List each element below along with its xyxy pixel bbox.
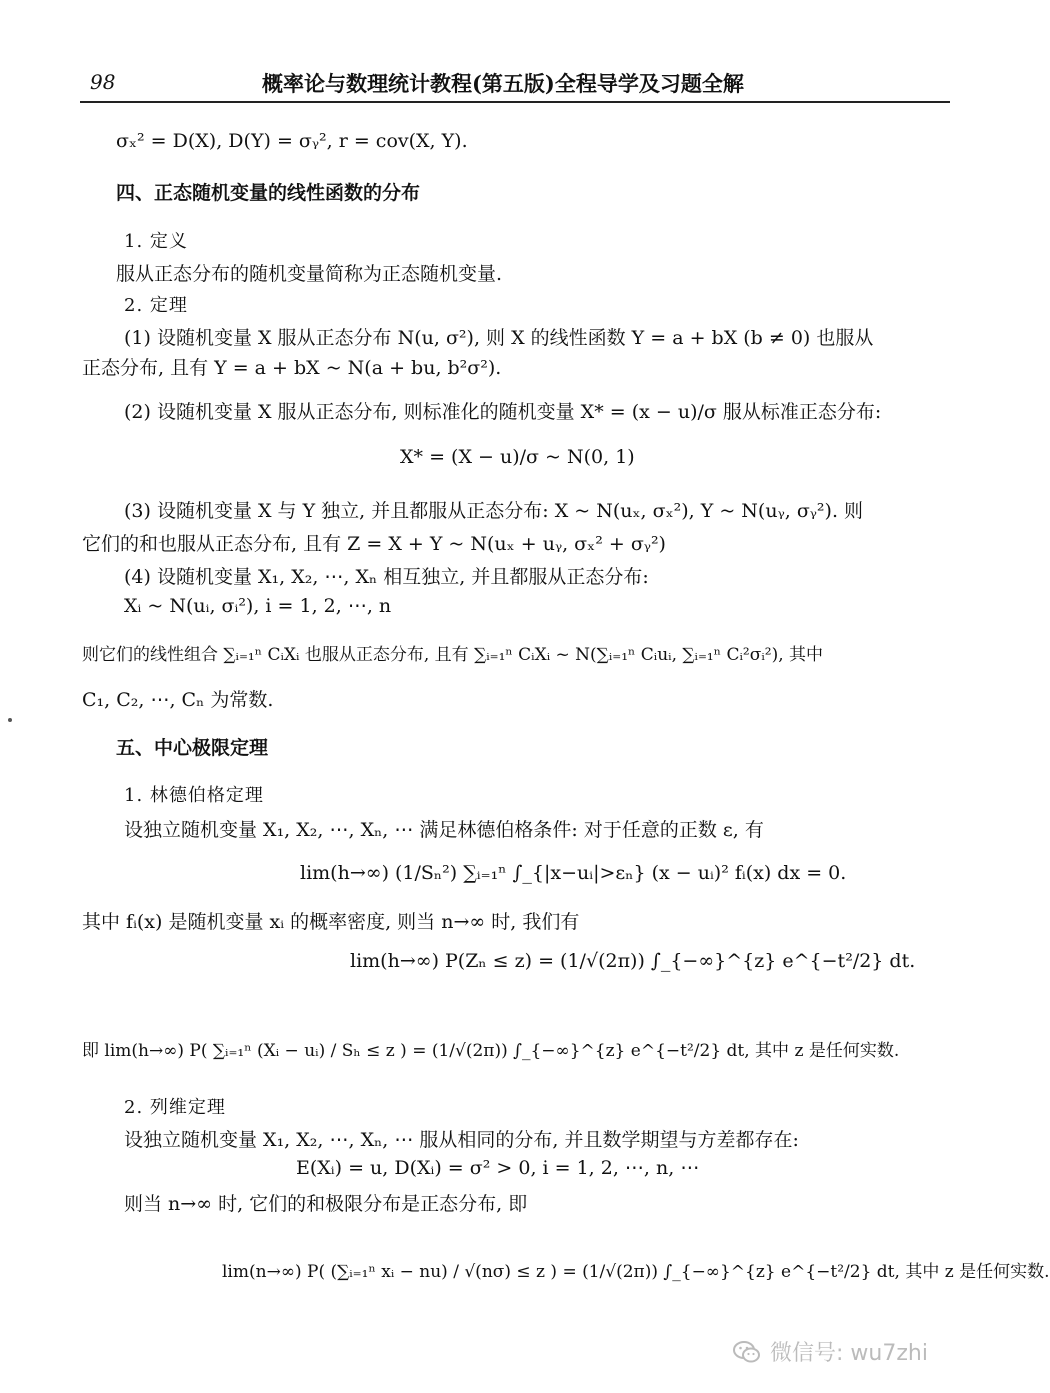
subsection-heading: 1. 定义	[124, 231, 188, 252]
subsection-heading: 1. 林德伯格定理	[124, 785, 264, 806]
paragraph-line: (2) 设随机变量 X 服从正态分布, 则标准化的随机变量 X* = (x − u)/σ 服从标准正态分布:	[124, 401, 882, 423]
display-equation: X* = (X − u)/σ ~ N(0, 1)	[400, 446, 635, 468]
paragraph-line: (1) 设随机变量 X 服从正态分布 N(u, σ²), 则 X 的线性函数 Y = a + bX (b ≠ 0) 也服从	[124, 327, 874, 349]
subsection-heading: 2. 定理	[124, 295, 188, 316]
display-equation: lim(h→∞) P(Zₙ ≤ z) = (1/√(2π)) ∫_{−∞}^{z} e^{−t²/2} dt.	[350, 950, 916, 972]
paragraph-line: C₁, C₂, ⋯, Cₙ 为常数.	[82, 689, 274, 711]
formula-line: σₓ² = D(X), D(Y) = σᵧ², r = cov(X, Y).	[116, 130, 468, 152]
paragraph-line: 服从正态分布的随机变量简称为正态随机变量.	[116, 263, 503, 285]
display-equation: E(Xᵢ) = u, D(Xᵢ) = σ² > 0, i = 1, 2, ⋯, n, ⋯	[296, 1157, 700, 1179]
paragraph-line: 它们的和也服从正态分布, 且有 Z = X + Y ~ N(uₓ + uᵧ, σₓ² + σᵧ²)	[82, 533, 666, 555]
display-equation: lim(h→∞) (1/Sₙ²) ∑ᵢ₌₁ⁿ ∫_{|x−uᵢ|>εₙ} (x − uᵢ)² fᵢ(x) dx = 0.	[300, 862, 847, 884]
paragraph-line: (4) 设随机变量 X₁, X₂, ⋯, Xₙ 相互独立, 并且都服从正态分布:	[124, 566, 649, 588]
page-number: 98	[90, 70, 116, 94]
section-heading: 四、正态随机变量的线性函数的分布	[116, 182, 421, 204]
watermark-text: 微信号: wu7zhi	[770, 1341, 928, 1366]
subsection-heading: 2. 列维定理	[124, 1097, 226, 1118]
formula-line: Xᵢ ~ N(uᵢ, σᵢ²), i = 1, 2, ⋯, n	[124, 595, 392, 617]
paragraph-line: (3) 设随机变量 X 与 Y 独立, 并且都服从正态分布: X ~ N(uₓ, σₓ²), Y ~ N(uᵧ, σᵧ²). 则	[124, 500, 864, 522]
paragraph-line: 则它们的线性组合 ∑ᵢ₌₁ⁿ CᵢXᵢ 也服从正态分布, 且有 ∑ᵢ₌₁ⁿ CᵢXᵢ ~ N(∑ᵢ₌₁ⁿ Cᵢuᵢ, ∑ᵢ₌₁ⁿ Cᵢ²σᵢ²), 其中	[82, 645, 824, 665]
book-title: 概率论与数理统计教程(第五版)全程导学及习题全解	[262, 71, 744, 96]
watermark	[732, 1336, 928, 1367]
section-heading: 五、中心极限定理	[116, 737, 269, 759]
wechat-icon	[732, 1339, 762, 1365]
paragraph-line: 其中 fᵢ(x) 是随机变量 xᵢ 的概率密度, 则当 n→∞ 时, 我们有	[82, 911, 580, 933]
paragraph-line: 设独立随机变量 X₁, X₂, ⋯, Xₙ, ⋯ 服从相同的分布, 并且数学期望与方差都存在:	[124, 1129, 799, 1151]
paragraph-line: 则当 n→∞ 时, 它们的和极限分布是正态分布, 即	[124, 1193, 528, 1215]
paragraph-line: lim(n→∞) P( (∑ᵢ₌₁ⁿ xᵢ − nu) / √(nσ) ≤ z ) = (1/√(2π)) ∫_{−∞}^{z} e^{−t²/2} dt, 其中 z 是任何实数.	[222, 1262, 1050, 1282]
paragraph-line: 设独立随机变量 X₁, X₂, ⋯, Xₙ, ⋯ 满足林德伯格条件: 对于任意的正数 ε, 有	[124, 819, 764, 841]
paragraph-line: 正态分布, 且有 Y = a + bX ~ N(a + bu, b²σ²).	[82, 357, 502, 379]
header-rule	[80, 101, 950, 103]
scan-speck	[8, 718, 12, 722]
paragraph-line: 即 lim(h→∞) P( ∑ᵢ₌₁ⁿ (Xᵢ − uᵢ) / Sₕ ≤ z ) = (1/√(2π)) ∫_{−∞}^{z} e^{−t²/2} dt, 其中 z 是任何实数.	[82, 1041, 900, 1061]
